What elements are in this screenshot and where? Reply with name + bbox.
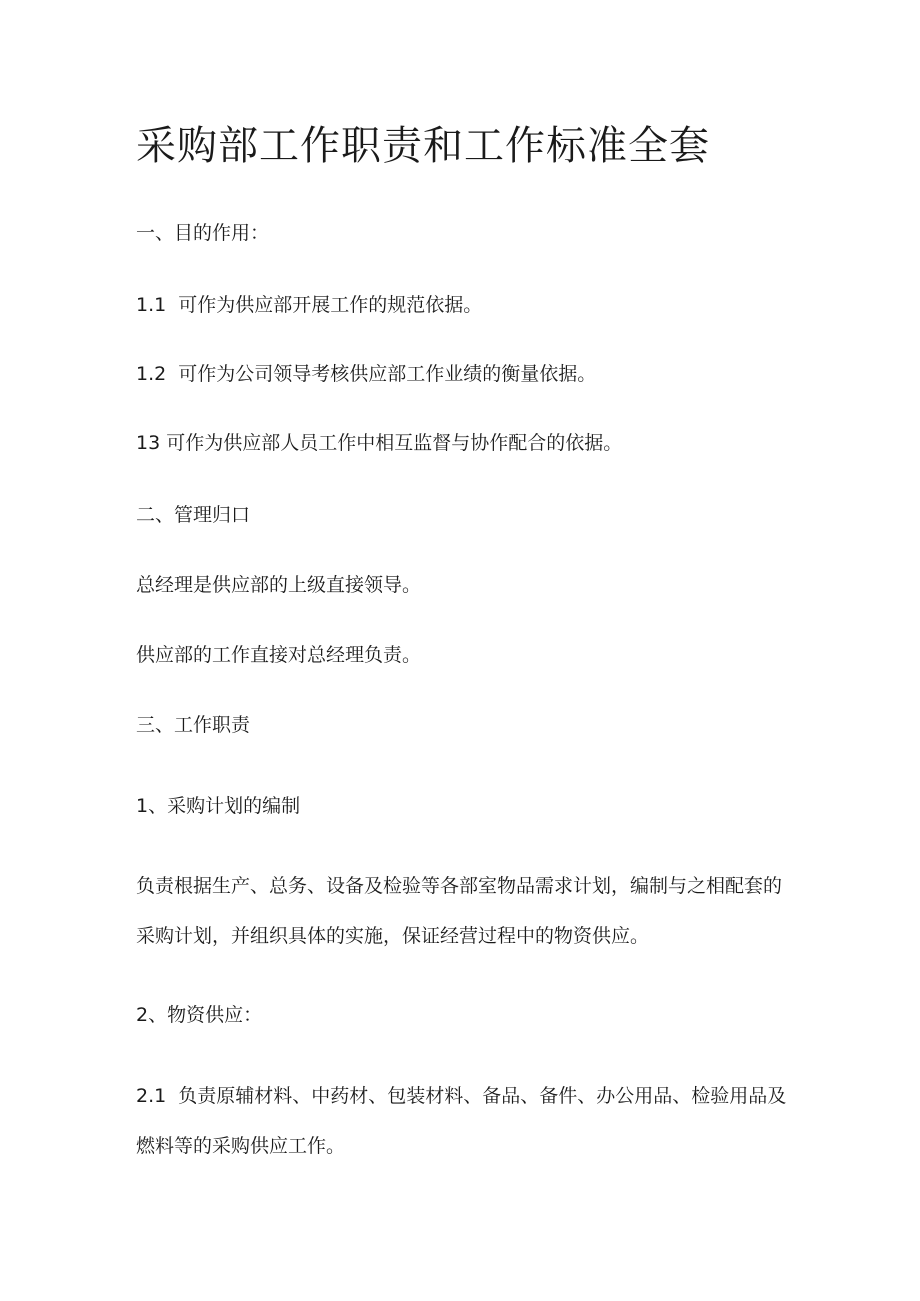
section-heading-purpose: 一、目的作用： (136, 222, 270, 244)
list-item-1-3: 13 可作为供应部人员工作中相互监督与协作配合的依据。 (136, 432, 623, 454)
duty-1-heading: 1、采购计划的编制 (136, 795, 301, 817)
management-line-2: 供应部的工作直接对总经理负责。 (136, 644, 422, 666)
list-item-number: 1.2 (136, 363, 167, 385)
list-item-1-1 (136, 290, 796, 320)
management-line-1: 总经理是供应部的上级直接领导。 (136, 574, 422, 596)
list-item-text: 可作为供应部开展工作的规范依据。 (178, 294, 483, 316)
list-item-1-2 (136, 359, 796, 389)
duty-1-paragraph: 负责根据生产、总务、设备及检验等各部室物品需求计划，编制与之相配套的采购计划，并组织具体的实施，保证经营过程中的物资供应。 (136, 875, 783, 947)
section-heading-management: 二、管理归口 (136, 504, 251, 526)
document-title: 采购部工作职责和工作标准全套 (136, 123, 710, 169)
section-heading-duties: 三、工作职责 (136, 714, 251, 736)
list-item-text: 负责原辅材料、中药材、包装材料、备品、备件、办公用品、检验用品及燃料等的采购供应工作。 (136, 1085, 787, 1157)
list-item-number: 2.1 (136, 1085, 167, 1107)
list-item-2-1 (136, 1071, 788, 1171)
list-item-number: 1.1 (136, 294, 167, 316)
duty-2-heading: 2、物资供应： (136, 1004, 263, 1026)
list-item-text: 可作为公司领导考核供应部工作业绩的衡量依据。 (178, 363, 597, 385)
